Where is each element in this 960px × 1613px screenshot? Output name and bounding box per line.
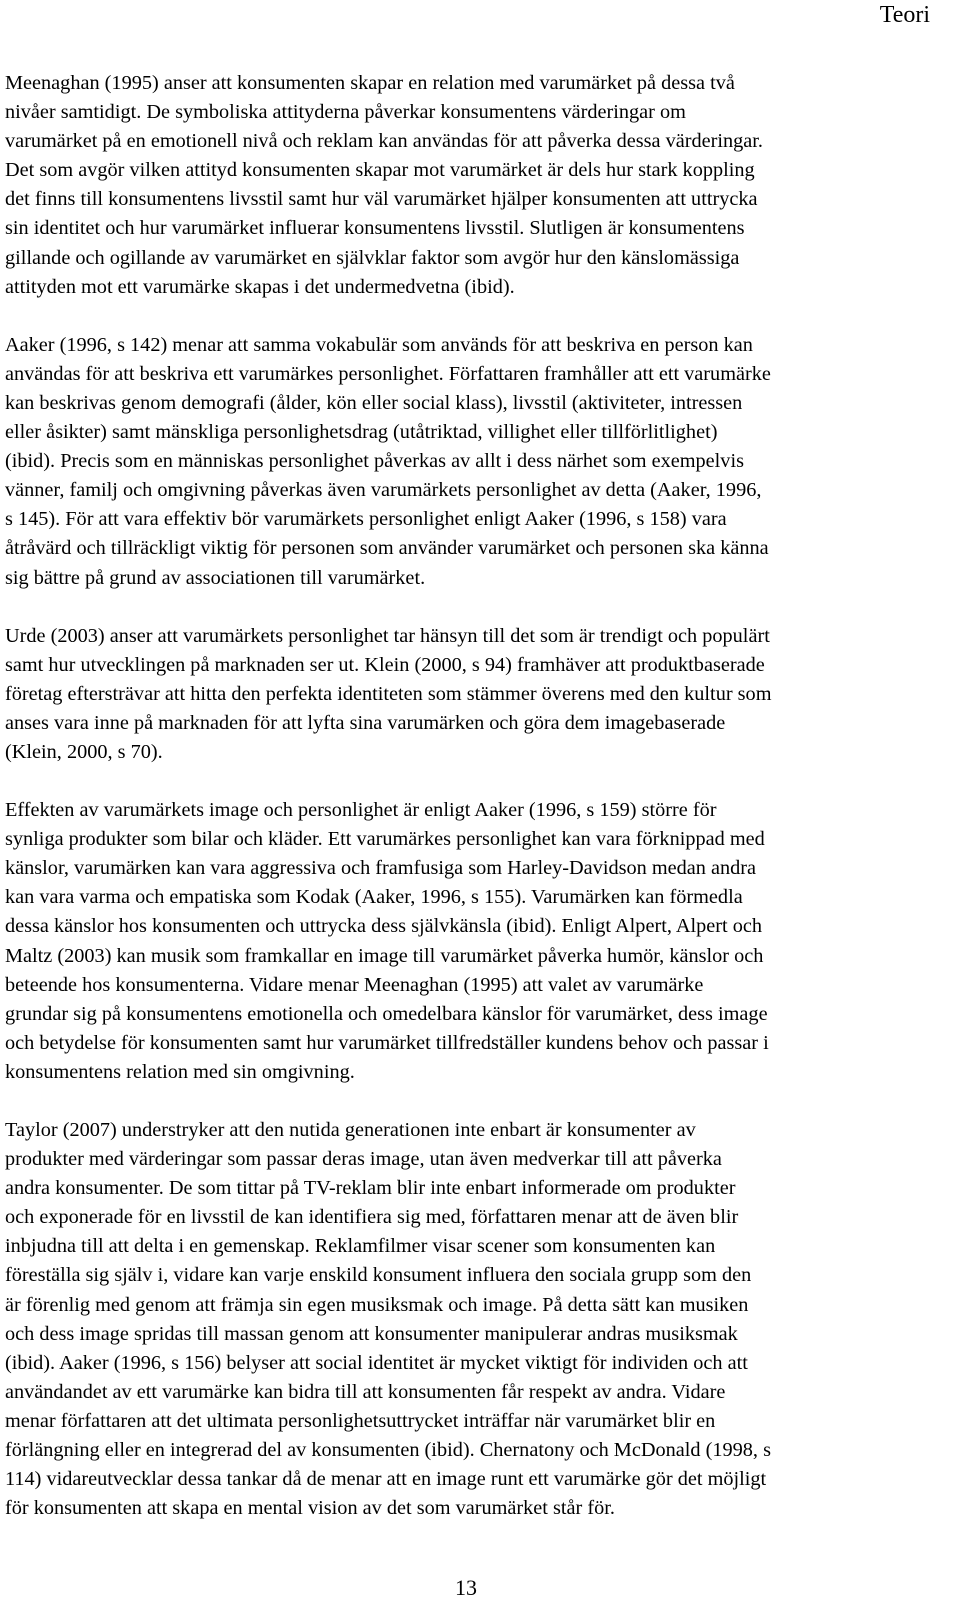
paragraph-aaker-personality: Aaker (1996, s 142) menar att samma vokabulär som används för att beskriva en person kan användas för att beskriva ett varumärkes personlighet. Författaren framhåller att ett varumärke kan beskrivas genom demografi (ålder, kön eller social klass), livsstil (aktiviteter, intressen eller åsikter) samt mänskliga personlighetsdrag (utåtriktad, villighet eller tillförlitlighet) (ibid). Precis som en människas personlighet påverkas av allt i dess närhet som exempelvis vänner, familj och omgivning påverkas även varumärkets personlighet av detta (Aaker, 1996, s 145). För att vara effektiv bör varumärkets personlighet enligt Aaker (1996, s 158) vara åtråvärd och tillräckligt viktig för personen som använder varumärket och personen ska känna sig bättre på grund av associationen till varumärket. [5, 333, 771, 589]
paragraph-taylor: Taylor (2007) understryker att den nutida generationen inte enbart är konsumenter av produkter med värderingar som passar deras image, utan även medverkar till att påverka andra konsumenter. De som tittar på TV-reklam blir inte enbart informerade om produkter och exponerade för en livsstil de kan identifiera sig med, författaren menar att de även blir inbjudna till att delta i en gemenskap. Reklamfilmer visar scener som konsumenten kan föreställa sig själv i, vidare kan varje enskild konsument influera den sociala grupp som den är förenlig med genom att främja sin egen musiksmak och image. På detta sätt kan musiken och dess image spridas till massan genom att konsumenter manipulerar andras musiksmak (ibid). Aaker (1996, s 156) belyser att social identitet är mycket viktigt för individen och att användandet av ett varumärke kan bidra till att konsumenten får respekt av andra. Vidare menar författaren att det ultimata personlighetsuttrycket inträffar när varumärket blir en förlängning eller en integrerad del av konsumenten (ibid). Chernatony och McDonald (1998, s 114) vidareutvecklar dessa tankar då de menar att en image runt ett varumärke gör det möjligt för konsumenten att skapa en mental vision av det som varumärket står för. [5, 1119, 771, 1520]
page-number: 13 [455, 1575, 477, 1600]
paragraph-urde-klein: Urde (2003) anser att varumärkets personlighet tar hänsyn till det som är trendigt och populärt samt hur utvecklingen på marknaden ser ut. Klein (2000, s 94) framhäver att produktbaserade företag eftersträvar att hitta den perfekta identiteten som stämmer överens med den kultur som anses vara inne på marknaden för att lyfta sina varumärken och göra dem imagebaserade (Klein, 2000, s 70). [5, 624, 772, 763]
running-header: Teori [879, 2, 930, 28]
paragraph-image-effects: Effekten av varumärkets image och personlighet är enligt Aaker (1996, s 159) större för synliga produkter som bilar och kläder. Ett varumärkes personlighet kan vara förknippad med känslor, varumärken kan vara aggressiva och framfusiga som Harley-Davidson medan andra kan vara varma och empatiska som Kodak (Aaker, 1996, s 155). Varumärken kan förmedla dessa känslor hos konsumenten och uttrycka dess självkänsla (ibid). Enligt Alpert, Alpert och Maltz (2003) kan musik som framkallar en image till varumärket påverka humör, känslor och beteende hos konsumenterna. Vidare menar Meenaghan (1995) att valet av varumärke grundar sig på konsumentens emotionella och omedelbara känslor för varumärket, dess image och betydelse för konsumenten samt hur varumärket tillfredställer kundens behov och passar i konsumentens relation med sin omgivning. [5, 799, 769, 1083]
paragraph-meenaghan: Meenaghan (1995) anser att konsumenten skapar en relation med varumärket på dessa två nivåer samtidigt. De symboliska attityderna påverkar konsumentens värderingar om varumärket på en emotionell nivå och reklam kan användas för att påverka dessa värderingar. Det som avgör vilken attityd konsumenten skapar mot varumärket är dels hur stark koppling det finns till konsumentens livsstil samt hur väl varumärket hjälper konsumenten att uttrycka sin identitet och hur varumärket influerar konsumentens livsstil. Slutligen är konsumentens gillande och ogillande av varumärket en självklar faktor som avgör hur den känslomässiga attityden mot ett varumärke skapas i det undermedvetna (ibid). [5, 72, 763, 298]
body-text [5, 69, 925, 1552]
